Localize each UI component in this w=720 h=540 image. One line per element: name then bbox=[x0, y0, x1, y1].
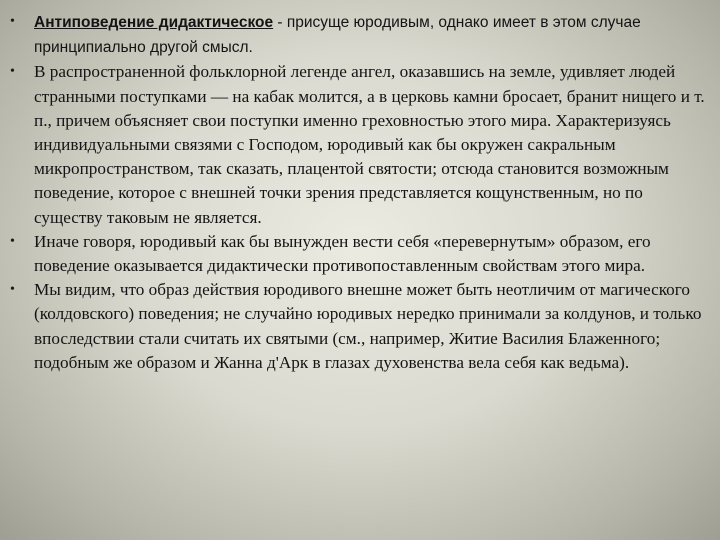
paragraph-text: Иначе говоря, юродивый как бы вынужден вести себя «перевернутым» образом, его поведение оказывается дидактически противопоставленным свойствам этого мира. bbox=[34, 231, 651, 276]
bullet-icon: • bbox=[10, 233, 15, 249]
bullet-item bbox=[10, 60, 708, 229]
bullet-list bbox=[10, 10, 708, 375]
term-definition: - присуще юродивым, однако имеет в этом случае принципиально другой смысл. bbox=[34, 14, 641, 57]
bullet-icon: • bbox=[10, 64, 15, 80]
paragraph-text: В распространенной фольклорной легенде ангел, оказавшись на земле, удивляет людей странными поступками — на кабак молится, а в церковь камни бросает, бранит нищего и т. п., причем объясняет свои поступки именно греховностью этого мира. Характеризуясь индивидуальными связями с Господом, юродивый как бы окружен сакральным микропространством, так сказать, плацентой святости; отсюда становится возможным поведение, которое с внешней точки зрения представляется кощунственным, но по существу таковым не является. bbox=[34, 62, 705, 227]
bullet-item bbox=[10, 10, 708, 60]
bullet-icon: • bbox=[10, 282, 15, 298]
term-heading: Антиповедение дидактическое bbox=[34, 14, 274, 31]
bullet-icon: • bbox=[10, 14, 15, 29]
bullet-item bbox=[10, 230, 708, 278]
paragraph-text: Мы видим, что образ действия юродивого внешне может быть неотличим от магического (колдовского) поведения; не случайно юродивых нередко принимали за колдунов, и только впоследствии стали считать их святыми (см., например, Житие Василия Блаженного; подобным же образом и Жанна д'Арк в глазах духовенства вела себя как ведьма). bbox=[34, 280, 702, 372]
bullet-item bbox=[10, 278, 708, 375]
